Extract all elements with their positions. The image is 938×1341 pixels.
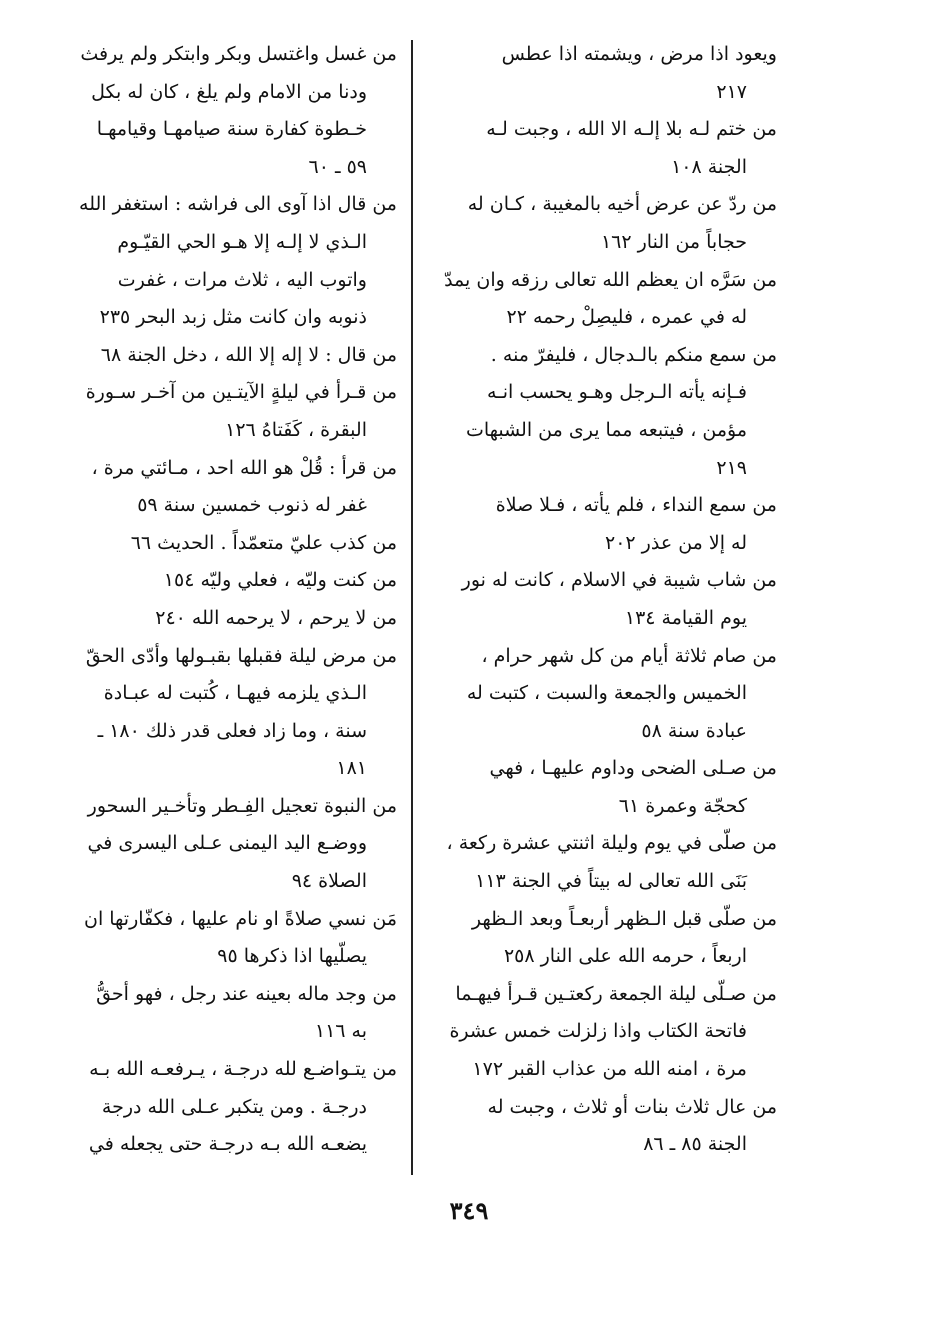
entry-continuation-line: الـذي لا إلـه إلا هـو الحي القيّـوم bbox=[117, 230, 367, 253]
entry-continuation-line: الجنة ١٠٨ bbox=[671, 155, 747, 178]
entry-continuation-line: غفر له ذنوب خمسين سنة ٥٩ bbox=[137, 494, 367, 517]
entry-continuation-line: كحجّة وعمرة ٦١ bbox=[618, 794, 747, 817]
entry-continuation-line: ٥٩ ـ ٦٠ bbox=[308, 155, 367, 178]
entry-continuation-line: سنة ، وما زاد فعلى قدر ذلك ١٨٠ ـ bbox=[97, 719, 367, 742]
entry-continuation-line: ووضـع اليد اليمنى عـلى اليسرى في bbox=[87, 832, 367, 855]
entry-line: من قال اذا آوى الى فراشه : استغفر الله bbox=[79, 193, 397, 216]
left-column bbox=[52, 36, 397, 1164]
entry-continuation-line: له في عمره ، فليصِلْ رحمه ٢٢ bbox=[506, 306, 747, 329]
index-entry bbox=[52, 374, 397, 449]
entry-continuation-line: فـإنه يأته الـرجل وهـو يحسب انـه bbox=[487, 381, 747, 404]
entry-line: من شاب شيبة في الاسلام ، كانت له نور bbox=[461, 569, 777, 592]
entry-continuation-line: فاتحة الكتاب واذا زلزلت خمس عشرة bbox=[449, 1020, 747, 1043]
entry-line: من قال : لا إله إلا الله ، دخل الجنة ٦٨ bbox=[100, 343, 397, 366]
entry-continuation-line: حجاباً من النار ١٦٢ bbox=[600, 230, 747, 253]
entry-continuation-line: خـطوة كفارة سنة صيامهـا وقيامهـا bbox=[96, 118, 367, 141]
index-entry bbox=[432, 487, 777, 562]
entry-continuation-line: البقرة ، كَفَتاهُ ١٢٦ bbox=[225, 418, 367, 441]
entry-continuation-line: الخميس والجمعة والسبت ، كتبت له bbox=[466, 682, 747, 705]
entry-continuation-line: اربعاً ، حرمه الله على النار ٢٥٨ bbox=[503, 945, 747, 968]
entry-continuation-line: بَنَى الله تعالى له بيتاً في الجنة ١١٣ bbox=[475, 870, 747, 893]
index-entry bbox=[432, 337, 777, 487]
index-entry bbox=[432, 976, 777, 1089]
right-column bbox=[432, 36, 777, 1164]
index-entry bbox=[432, 111, 777, 186]
index-entry bbox=[52, 525, 397, 563]
column-divider bbox=[411, 40, 413, 1175]
entry-continuation-line: درجـة . ومن يتكبر عـلى الله درجة bbox=[101, 1095, 367, 1118]
entry-line: من صلّى قبل الـظهر أربعـاً وبعد الـظهر bbox=[471, 907, 777, 930]
index-entry bbox=[432, 901, 777, 976]
index-entry bbox=[52, 976, 397, 1051]
entry-continuation-line: ٢١٩ bbox=[716, 456, 747, 479]
entry-continuation-line: يضعـه الله بـه درجـة حتى يجعله في bbox=[88, 1133, 367, 1156]
index-entry bbox=[52, 638, 397, 788]
index-entry bbox=[52, 788, 397, 901]
entry-line: من صام ثلاثة أيام من كل شهر حرام ، bbox=[481, 644, 777, 667]
entry-line: من ختم لـه بلا إلـه الا الله ، وجبت لـه bbox=[486, 118, 777, 141]
index-entry bbox=[432, 36, 777, 111]
entry-line: من صـلّى ليلة الجمعة ركعتـين قـرأ فيهـما bbox=[455, 982, 777, 1005]
index-entry bbox=[52, 450, 397, 525]
page-number: ٣٤٩ bbox=[449, 1196, 489, 1225]
entry-continuation-line: عبادة سنة ٥٨ bbox=[641, 719, 747, 742]
index-entry bbox=[52, 337, 397, 375]
index-entry bbox=[52, 36, 397, 186]
index-entry bbox=[432, 638, 777, 751]
entry-continuation-line: به ١١٦ bbox=[314, 1020, 367, 1043]
entry-continuation-line: ودنا من الامام ولم يلغ ، كان له بكل bbox=[91, 80, 367, 103]
entry-line: مَن نسي صلاةً او نام عليها ، فكفّارتها ان bbox=[83, 907, 397, 930]
entry-line: من كذب عليّ متعمّداً . الحديث ٦٦ bbox=[130, 531, 397, 554]
index-entry bbox=[432, 562, 777, 637]
entry-line: من قـرأ في ليلةٍ الآيتـين من آخـر سـورة bbox=[85, 381, 397, 404]
entry-continuation-line: يوم القيامة ١٣٤ bbox=[624, 606, 747, 629]
entry-continuation-line: ١٨١ bbox=[336, 757, 367, 780]
index-entry bbox=[52, 1051, 397, 1164]
entry-line: من كنت وليّه ، فعلي وليّه ١٥٤ bbox=[163, 569, 397, 592]
entry-line: من وجد ماله بعينه عند رجل ، فهو أحقُّ bbox=[96, 982, 397, 1005]
entry-continuation-line: ٢١٧ bbox=[716, 80, 747, 103]
entry-line: ويعود اذا مرض ، ويشمته اذا عطس bbox=[501, 43, 777, 65]
entry-line: من غسل واغتسل وبكر وابتكر ولم يرفث bbox=[80, 43, 397, 65]
entry-line: من النبوة تعجيل الفِـطر وتأخـير السحور bbox=[87, 794, 397, 817]
entry-line: من قرأ : قُلْ هو الله احد ، مـائتي مرة ، bbox=[91, 456, 397, 479]
entry-continuation-line: الـذي يلزمه فيهـا ، كُتبت له عبـادة bbox=[103, 682, 367, 705]
entry-line: من عال ثلاث بنات أو ثلاث ، وجبت له bbox=[487, 1095, 777, 1118]
entry-line: من سمع منكم بالـدجال ، فليفرّ منه . bbox=[490, 343, 777, 366]
entry-line: من سمع النداء ، فلم يأته ، فـلا صلاة bbox=[495, 494, 777, 517]
entry-continuation-line: ذنوبه وان كانت مثل زبد البحر ٢٣٥ bbox=[99, 306, 367, 329]
entry-continuation-line: الصلاة ٩٤ bbox=[291, 870, 367, 893]
index-entry bbox=[432, 825, 777, 900]
entry-continuation-line: له إلا من عذر ٢٠٢ bbox=[605, 531, 747, 554]
index-entry bbox=[52, 901, 397, 976]
entry-continuation-line: مؤمن ، فيتبعه مما يرى من الشبهات bbox=[465, 418, 747, 441]
entry-line: من سَرَّه ان يعظم الله تعالى رزقه وان يمدّ bbox=[444, 268, 777, 291]
entry-continuation-line: يصلّيها اذا ذكرها ٩٥ bbox=[217, 945, 367, 968]
index-entry bbox=[52, 600, 397, 638]
entry-continuation-line: مرة ، امنه الله من عذاب القبر ١٧٢ bbox=[472, 1058, 747, 1081]
entry-line: من ردّ عن عرض أخيه بالمغيبة ، كـان له bbox=[467, 193, 777, 216]
index-entry bbox=[52, 562, 397, 600]
index-entry bbox=[432, 1089, 777, 1164]
entry-line: من صلّى في يوم وليلة اثنتي عشرة ركعة ، bbox=[446, 832, 777, 855]
entry-line: من مرض ليلة فقبلها بقبـولها وأدّى الحقّ bbox=[85, 644, 397, 667]
entry-continuation-line: واتوب اليه ، ثلاث مرات ، غفرت bbox=[117, 268, 367, 291]
entry-line: من صـلى الضحى وداوم عليهـا ، فهي bbox=[489, 757, 777, 780]
index-entry bbox=[432, 186, 777, 261]
index-entry bbox=[432, 750, 777, 825]
index-entry bbox=[432, 262, 777, 337]
entry-continuation-line: الجنة ٨٥ ـ ٨٦ bbox=[643, 1133, 747, 1156]
entry-line: من لا يرحم ، لا يرحمه الله ٢٤٠ bbox=[155, 606, 397, 629]
index-entry bbox=[52, 186, 397, 336]
entry-line: من يتـواضـع لله درجـة ، يـرفعـه الله بـه bbox=[89, 1058, 397, 1081]
